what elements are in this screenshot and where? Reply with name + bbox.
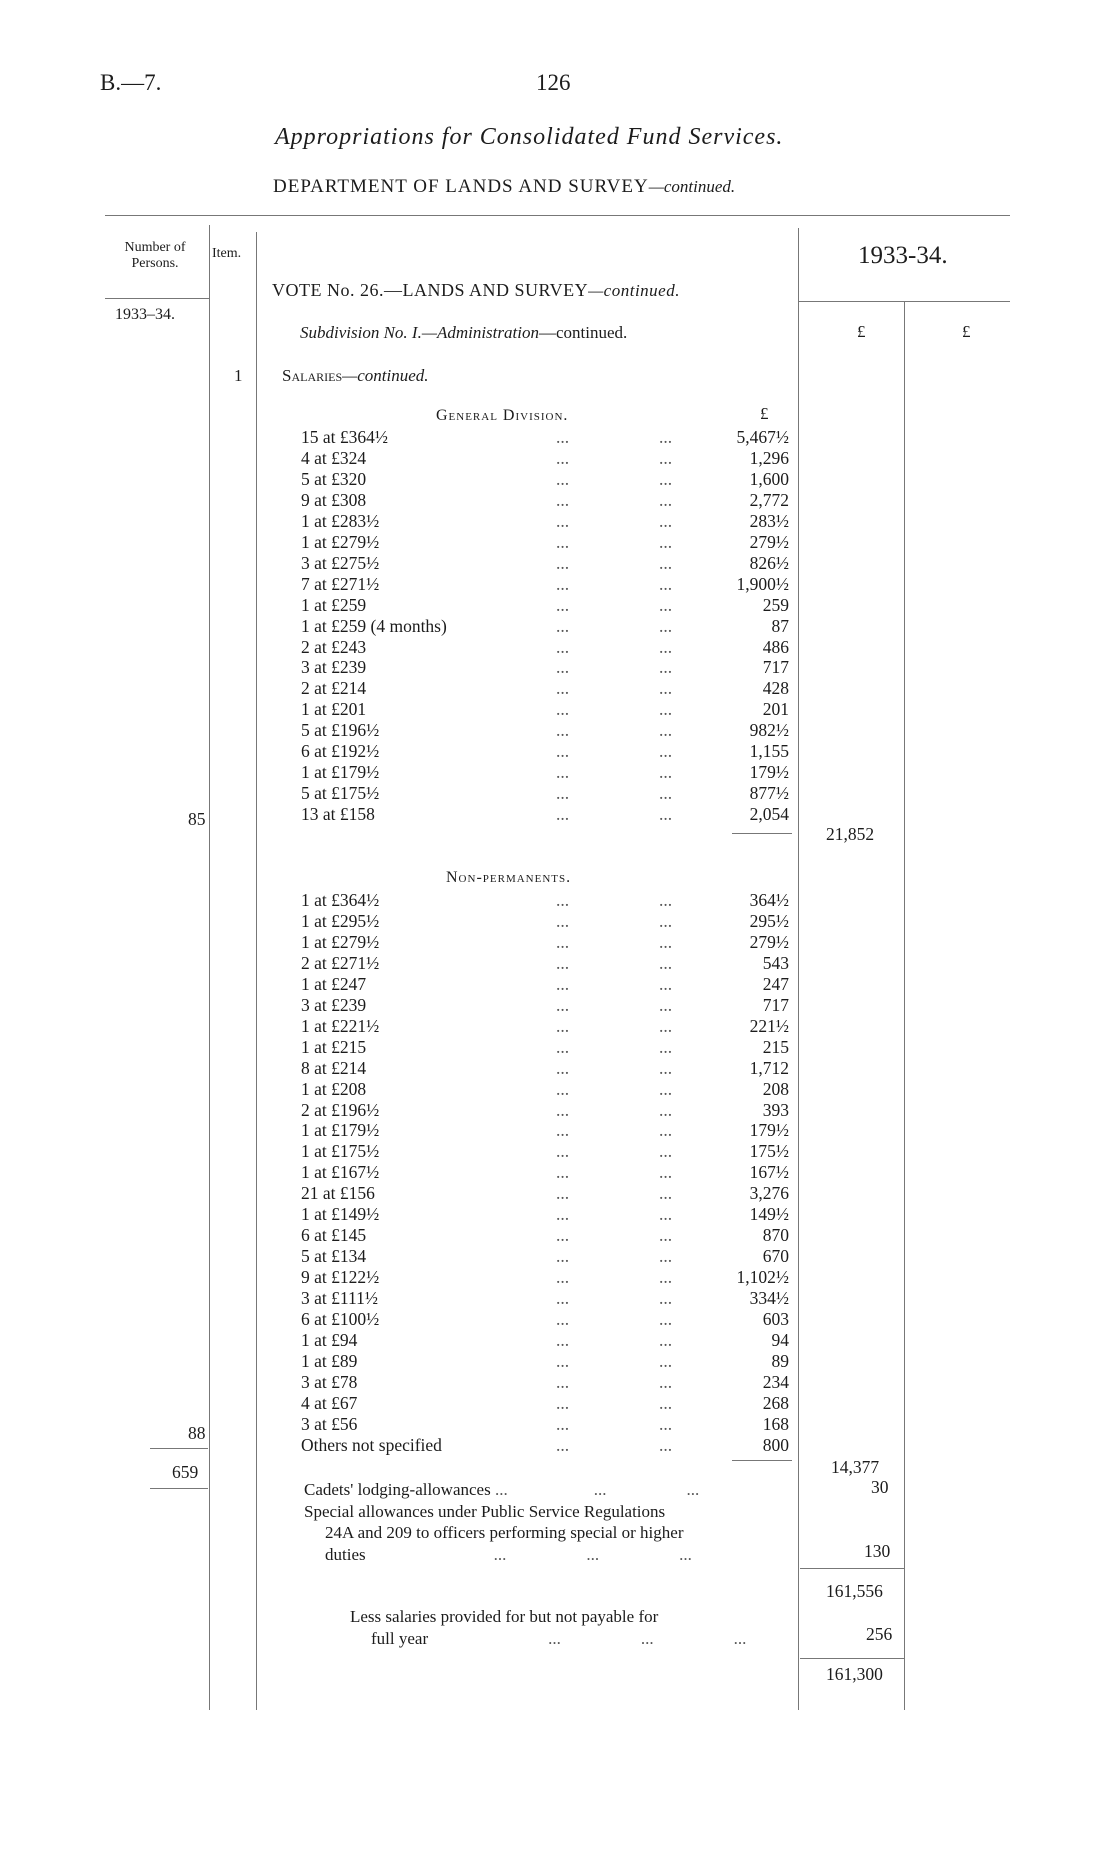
row-amount: 168: [762, 1413, 789, 1434]
table-row: [301, 1372, 789, 1393]
gd-sum-rule: [732, 833, 792, 834]
row-label: 15 at £364½: [301, 427, 389, 447]
table-row: [301, 532, 789, 553]
row-label: 1 at £149½: [301, 1204, 380, 1225]
row-label: 1 at £201: [301, 699, 367, 720]
subdivision-text: Subdivision No. I.—Administration: [300, 323, 539, 342]
persons-year: 1933–34.: [115, 306, 175, 323]
dots: ...: [556, 447, 570, 468]
dots: ...: [556, 1434, 570, 1455]
table-row: [301, 1079, 789, 1100]
general-division-heading: General Division.: [436, 407, 569, 424]
row-label: 3 at £275½: [301, 552, 380, 573]
dots: ...: [556, 1057, 570, 1078]
dots: ...: [659, 910, 673, 931]
table-row: [301, 1288, 789, 1309]
grand-total-rule: [800, 1658, 904, 1659]
table-row: [301, 974, 789, 995]
department-heading: [273, 176, 735, 198]
dots: ...: [659, 427, 673, 447]
row-label: 8 at £214: [301, 1057, 367, 1078]
table-row: [301, 1016, 789, 1037]
special-allowances-line-3: [325, 1545, 692, 1565]
row-amount: 5,467½: [736, 427, 789, 447]
row-label: 1 at £295½: [301, 910, 380, 931]
table-row: [301, 657, 789, 678]
dots: ...: [556, 1036, 570, 1057]
dots: ...: [659, 594, 673, 615]
row-label: 5 at £134: [301, 1246, 367, 1267]
pound-header-1: £: [857, 322, 866, 341]
table-row: [301, 890, 789, 911]
table-row: [301, 804, 789, 825]
dots: ...: [556, 1120, 570, 1141]
vote-title: [272, 280, 680, 301]
table-row: [301, 953, 789, 974]
item-header: Item.: [212, 246, 242, 261]
dots: ...: [659, 468, 673, 489]
number-of-persons-header: Number of Persons.: [124, 240, 186, 271]
dots: ...: [556, 1225, 570, 1246]
dots: ...: [556, 1141, 570, 1162]
row-amount: 543: [762, 952, 789, 973]
row-amount: 268: [762, 1392, 789, 1413]
dots: ...: [659, 1120, 673, 1141]
row-amount: 1,102½: [736, 1267, 789, 1288]
col-line-3: [798, 228, 799, 1710]
table-row: [301, 427, 789, 448]
dots: ...: [556, 1309, 570, 1329]
row-label: 1 at £247: [301, 973, 367, 994]
row-label: 13 at £158: [301, 804, 375, 825]
row-label: 1 at £215: [301, 1036, 367, 1057]
dots: ...: [556, 1162, 570, 1183]
table-row: [301, 448, 789, 469]
subdivision-title: [300, 323, 627, 343]
table-row: [301, 762, 789, 783]
dots: ...: [659, 573, 673, 594]
special-allowances-line-2: 24A and 209 to officers performing special or higher: [325, 1523, 684, 1542]
row-label: 6 at £192½: [301, 741, 380, 762]
dots: ...: [659, 531, 673, 552]
dots: ...: [659, 994, 673, 1015]
row-amount: 234: [762, 1371, 789, 1392]
dots: ...: [556, 594, 570, 615]
row-amount: 2,054: [749, 804, 789, 825]
dots: ...: [556, 1015, 570, 1036]
row-amount: 149½: [749, 1204, 789, 1225]
subdivision-suffix: —continued.: [538, 323, 628, 342]
row-label: 3 at £111½: [301, 1288, 378, 1309]
dots: ...: [659, 1246, 673, 1267]
dots: ...: [659, 1267, 673, 1288]
row-amount: 1,296: [749, 447, 789, 468]
dots: ...: [659, 741, 673, 762]
full-year-label: full year: [371, 1629, 429, 1648]
row-label: 1 at £175½: [301, 1141, 380, 1162]
salaries-heading: [282, 366, 429, 386]
dots: ...: [556, 804, 570, 825]
row-amount: 295½: [749, 910, 789, 931]
dots: ...: [659, 1350, 673, 1371]
row-amount: 94: [771, 1329, 789, 1350]
dots: ...: [556, 699, 570, 720]
row-label: 9 at £308: [301, 489, 367, 510]
row-label: 1 at £179½: [301, 762, 380, 783]
cadets-amount: 30: [871, 1477, 889, 1497]
dots: ...: [659, 1329, 673, 1350]
row-label: 3 at £78: [301, 1371, 358, 1392]
dots: ...: [659, 552, 673, 573]
row-amount: 982½: [749, 720, 789, 741]
dots: ...: [556, 1267, 570, 1288]
table-row: [301, 911, 789, 932]
dots: ...: [556, 973, 570, 994]
dots: ...: [556, 741, 570, 762]
row-amount: 393: [762, 1099, 789, 1120]
table-row: [301, 1058, 789, 1079]
row-label: 1 at £221½: [301, 1015, 380, 1036]
table-row: [301, 1246, 789, 1267]
row-amount: 279½: [749, 931, 789, 952]
general-division-total: 21,852: [826, 824, 875, 844]
non-permanents-total: 14,377: [831, 1457, 880, 1477]
dots: ...: [556, 573, 570, 594]
table-row: [301, 1100, 789, 1121]
general-division-pound: £: [760, 404, 769, 423]
dots: ...: [659, 1099, 673, 1120]
persons-grand-total: 659: [172, 1462, 199, 1482]
vote-title-suffix: —continued.: [588, 281, 680, 300]
department-suffix: —continued.: [648, 177, 736, 196]
dots: ...: [556, 720, 570, 741]
dots: ...: [659, 657, 673, 678]
table-top-rule: [105, 215, 1010, 216]
row-amount: 717: [762, 994, 789, 1015]
dots: ...: [556, 1204, 570, 1225]
row-label: 5 at £320: [301, 468, 367, 489]
table-row: [301, 1435, 789, 1456]
table-row: [301, 595, 789, 616]
dots: ...: [659, 1015, 673, 1036]
dots: ...: [659, 1204, 673, 1225]
row-label: 1 at £259 (4 months): [301, 615, 447, 636]
salaries-label: Salaries: [282, 366, 343, 385]
dots: ...: [556, 762, 570, 783]
dots: ...: [686, 1480, 700, 1499]
row-amount: 603: [762, 1309, 789, 1329]
dots: ...: [556, 657, 570, 678]
special-allowances-line-1: Special allowances under Public Service Regulations: [304, 1502, 666, 1521]
dots: ...: [640, 1629, 654, 1648]
non-permanents-persons: 88: [188, 1423, 206, 1443]
dots: ...: [556, 510, 570, 531]
row-amount: 259: [762, 594, 789, 615]
dots: ...: [659, 1141, 673, 1162]
document-code: B.—7.: [100, 70, 162, 95]
row-amount: 717: [762, 657, 789, 678]
dots: ...: [548, 1629, 561, 1648]
row-label: 2 at £271½: [301, 952, 380, 973]
dots: ...: [659, 678, 673, 699]
row-amount: 89: [771, 1350, 789, 1371]
row-amount: 87: [771, 615, 789, 636]
table-row: [301, 574, 789, 595]
subtotal-rule: [800, 1568, 904, 1569]
table-row: [301, 616, 789, 637]
row-amount: 670: [762, 1246, 789, 1267]
persons-rule-1: [150, 1448, 208, 1449]
table-row: [301, 1309, 789, 1330]
col-line-2: [256, 232, 257, 1710]
dots: ...: [556, 1371, 570, 1392]
dots: ...: [659, 1057, 673, 1078]
row-label: 1 at £279½: [301, 931, 380, 952]
row-label: 7 at £271½: [301, 573, 380, 594]
row-amount: 208: [762, 1078, 789, 1099]
dots: ...: [556, 552, 570, 573]
dots: ...: [659, 1434, 673, 1455]
duties-label: duties: [325, 1545, 366, 1564]
salaries-suffix: —continued.: [342, 366, 429, 385]
dots: ...: [659, 973, 673, 994]
dots: ...: [659, 489, 673, 510]
dots: ...: [556, 931, 570, 952]
table-row: [301, 1225, 789, 1246]
row-label: 2 at £196½: [301, 1099, 380, 1120]
dots: ...: [556, 636, 570, 657]
row-amount: 1,712: [749, 1057, 789, 1078]
table-row: [301, 1183, 789, 1204]
row-amount: 870: [762, 1225, 789, 1246]
page-title: Appropriations for Consolidated Fund Services.: [275, 124, 784, 150]
page-number: 126: [536, 70, 571, 95]
table-row: [301, 1037, 789, 1058]
row-amount: 1,600: [749, 468, 789, 489]
row-amount: 334½: [749, 1288, 789, 1309]
table-row: [301, 637, 789, 658]
row-amount: 1,155: [749, 741, 789, 762]
dots: ...: [659, 931, 673, 952]
row-amount: 364½: [749, 890, 789, 910]
persons-rule-2: [150, 1488, 208, 1489]
dots: ...: [733, 1629, 747, 1648]
row-amount: 175½: [749, 1141, 789, 1162]
row-label: 1 at £89: [301, 1350, 358, 1371]
table-row: [301, 553, 789, 574]
dots: ...: [556, 952, 570, 973]
row-label: 3 at £239: [301, 657, 367, 678]
dots: ...: [556, 615, 570, 636]
dots: ...: [659, 1225, 673, 1246]
row-label: 2 at £214: [301, 678, 367, 699]
table-row: [301, 1393, 789, 1414]
row-amount: 279½: [749, 531, 789, 552]
table-row: [301, 699, 789, 720]
dots: ...: [556, 678, 570, 699]
cadets-label: Cadets' lodging-allowances: [304, 1480, 491, 1499]
row-label: 1 at £179½: [301, 1120, 380, 1141]
dots: ...: [556, 890, 570, 910]
dots: ...: [659, 699, 673, 720]
table-row: [301, 1330, 789, 1351]
row-amount: 2,772: [749, 489, 789, 510]
department-name: DEPARTMENT OF LANDS AND SURVEY: [273, 176, 649, 197]
table-row: [301, 1204, 789, 1225]
col-line-1: [209, 225, 210, 1710]
dots: ...: [659, 890, 673, 910]
general-division-persons: 85: [188, 809, 206, 829]
dots: ...: [556, 783, 570, 804]
special-allowances-amount: 130: [864, 1541, 891, 1561]
dots: ...: [659, 804, 673, 825]
row-label: 1 at £167½: [301, 1162, 380, 1183]
row-label: 2 at £243: [301, 636, 367, 657]
col-line-4: [904, 302, 905, 1710]
dots: ...: [556, 1350, 570, 1371]
grand-total: 161,300: [826, 1664, 883, 1684]
dots: ...: [556, 489, 570, 510]
dots: ...: [659, 1288, 673, 1309]
dots: ...: [659, 1162, 673, 1183]
row-label: 4 at £67: [301, 1392, 358, 1413]
dots: ...: [659, 1183, 673, 1204]
row-label: 1 at £259: [301, 594, 367, 615]
dots: ...: [659, 510, 673, 531]
dots: ...: [556, 910, 570, 931]
row-amount: 201: [762, 699, 789, 720]
dots: ...: [659, 1309, 673, 1329]
row-label: 3 at £239: [301, 994, 367, 1015]
row-label: 1 at £283½: [301, 510, 380, 531]
table-row: [301, 1414, 789, 1435]
dots: ...: [659, 783, 673, 804]
row-amount: 179½: [749, 1120, 789, 1141]
dots: ...: [556, 1099, 570, 1120]
less-salaries-amount: 256: [866, 1624, 893, 1644]
table-row: [301, 995, 789, 1016]
row-label: Others not specified: [301, 1434, 442, 1455]
row-amount: 247: [762, 973, 789, 994]
dots: ...: [556, 468, 570, 489]
row-label: 4 at £324: [301, 447, 367, 468]
row-label: 21 at £156: [301, 1183, 375, 1204]
dots: ...: [494, 1480, 508, 1499]
table-row: [301, 1162, 789, 1183]
table-row: [301, 741, 789, 762]
table-row: [301, 1351, 789, 1372]
np-sum-rule: [732, 1460, 792, 1461]
row-label: 5 at £175½: [301, 783, 380, 804]
row-label: 6 at £100½: [301, 1309, 380, 1329]
table-row: [301, 1267, 789, 1288]
table-row: [301, 932, 789, 953]
dots: ...: [659, 1078, 673, 1099]
dots: ...: [556, 427, 570, 447]
row-amount: 167½: [749, 1162, 789, 1183]
dots: ...: [659, 615, 673, 636]
row-amount: 1,900½: [736, 573, 789, 594]
dots: ...: [659, 952, 673, 973]
row-amount: 800: [762, 1434, 789, 1455]
pound-header-2: £: [962, 322, 971, 341]
dots: ...: [556, 1288, 570, 1309]
row-label: 5 at £196½: [301, 720, 380, 741]
row-amount: 486: [762, 636, 789, 657]
dots: ...: [659, 1413, 673, 1434]
row-label: 1 at £364½: [301, 890, 380, 910]
row-amount: 221½: [749, 1015, 789, 1036]
dots: ...: [556, 1246, 570, 1267]
np-header-rule: [105, 298, 209, 299]
table-row: [301, 678, 789, 699]
dots: ...: [586, 1545, 600, 1564]
row-label: 1 at £208: [301, 1078, 367, 1099]
non-permanents-heading: Non-permanents.: [446, 869, 572, 886]
less-salaries-line-2: [371, 1629, 746, 1649]
dots: ...: [659, 636, 673, 657]
dots: ...: [556, 1329, 570, 1350]
dots: ...: [659, 1036, 673, 1057]
dots: ...: [556, 1078, 570, 1099]
row-amount: 428: [762, 678, 789, 699]
dots: ...: [556, 1413, 570, 1434]
row-amount: 826½: [749, 552, 789, 573]
dots: ...: [556, 994, 570, 1015]
row-label: 1 at £279½: [301, 531, 380, 552]
row-label: 1 at £94: [301, 1329, 358, 1350]
vote-title-text: VOTE No. 26.—LANDS AND SURVEY: [272, 280, 589, 300]
dots: ...: [556, 531, 570, 552]
less-salaries-line-1: Less salaries provided for but not payable for: [350, 1607, 659, 1626]
row-label: 6 at £145: [301, 1225, 367, 1246]
row-label: 3 at £56: [301, 1413, 358, 1434]
table-row: [301, 1141, 789, 1162]
cadets-allowance-line: [304, 1480, 699, 1500]
dots: ...: [659, 720, 673, 741]
table-row: [301, 511, 789, 532]
row-amount: 3,276: [749, 1183, 789, 1204]
dots: ...: [679, 1545, 692, 1564]
dots: ...: [593, 1480, 607, 1499]
dots: ...: [659, 1371, 673, 1392]
dots: ...: [659, 447, 673, 468]
table-row: [301, 720, 789, 741]
dots: ...: [493, 1545, 507, 1564]
row-amount: 877½: [749, 783, 789, 804]
table-row: [301, 469, 789, 490]
dots: ...: [659, 1392, 673, 1413]
year-header: 1933-34.: [858, 242, 948, 269]
row-amount: 215: [762, 1036, 789, 1057]
row-amount: 283½: [749, 510, 789, 531]
table-row: [301, 1120, 789, 1141]
dots: ...: [556, 1392, 570, 1413]
row-amount: 179½: [749, 762, 789, 783]
row-label: 9 at £122½: [301, 1267, 380, 1288]
table-row: [301, 490, 789, 511]
dots: ...: [659, 762, 673, 783]
table-row: [301, 783, 789, 804]
subtotal: 161,556: [826, 1581, 883, 1601]
item-number: 1: [234, 366, 243, 385]
dots: ...: [556, 1183, 570, 1204]
